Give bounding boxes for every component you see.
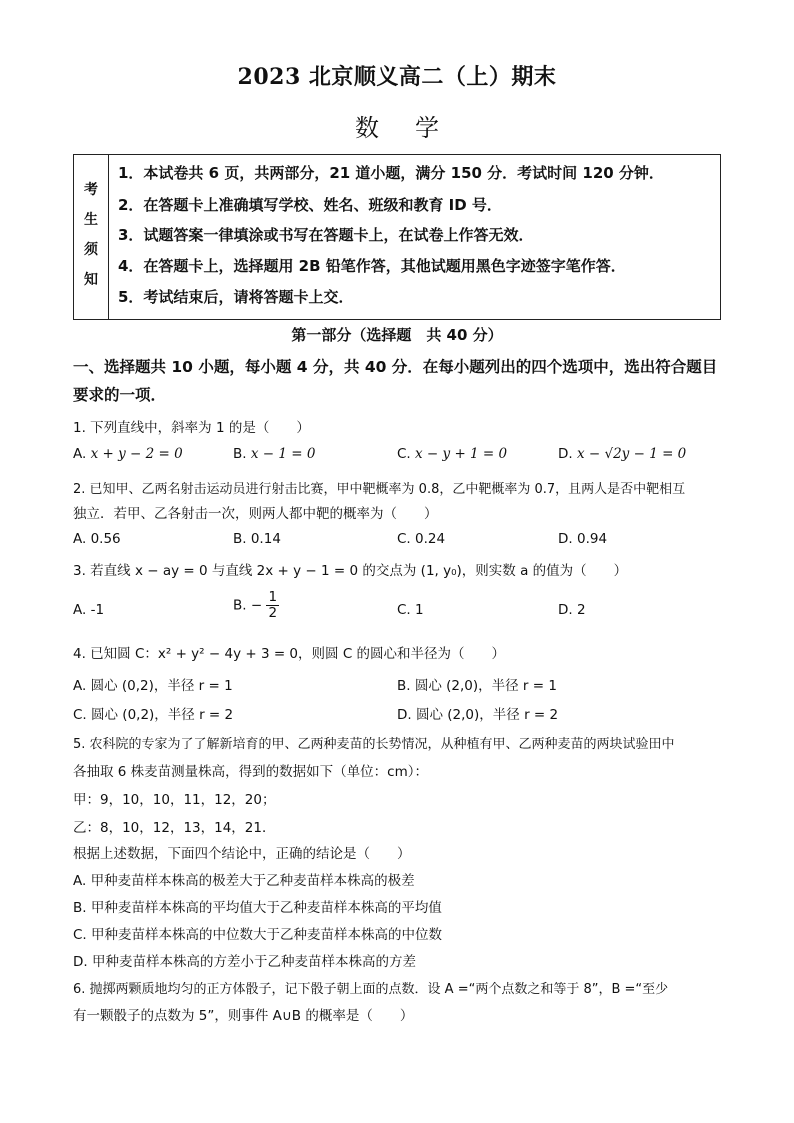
- fraction-numerator: 1: [268, 589, 278, 605]
- option-label: B.: [233, 446, 247, 462]
- notice-label-char: 知: [84, 272, 98, 288]
- q1-option-c: [397, 446, 507, 462]
- option-label: A.: [73, 446, 87, 462]
- question-6-stem-line1: 6. 抛掷两颗质地均匀的正方体骰子，记下骰子朝上面的点数．设 A =“两个点数之和等于 8”，B =“至少: [73, 982, 669, 997]
- notice-item: 4．在答题卡上，选择题用 2B 铅笔作答，其他试题用黑色字迹签字笔作答．: [118, 257, 626, 275]
- q5-option-b: B. 甲种麦苗样本株高的平均值大于乙种麦苗样本株高的平均值: [73, 900, 442, 916]
- notice-label-char: 生: [84, 212, 98, 228]
- q4-option-a: A. 圆心 (0,2)，半径 r = 1: [73, 678, 233, 694]
- subject-title: 数学: [355, 114, 475, 142]
- question-5-stem-line1: 5. 农科院的专家为了了解新培育的甲、乙两种麦苗的长势情况，从种植有甲、乙两种麦苗的两块试验田中: [73, 737, 675, 752]
- q5-option-c: C. 甲种麦苗样本株高的中位数大于乙种麦苗样本株高的中位数: [73, 927, 443, 943]
- candidate-notice-box: [73, 154, 721, 320]
- notice-label-char: 考: [84, 182, 98, 198]
- notice-label-char: 须: [84, 242, 98, 258]
- option-label: D.: [558, 446, 573, 462]
- notice-item: 2．在答题卡上准确填写学校、姓名、班级和教育 ID 号．: [118, 196, 502, 214]
- option-label: C.: [397, 446, 411, 462]
- q4-option-d: D. 圆心 (2,0)，半径 r = 2: [397, 707, 559, 723]
- q5-option-a: A. 甲种麦苗样本株高的极差大于乙种麦苗样本株高的极差: [73, 873, 415, 889]
- q4-option-c: C. 圆心 (0,2)，半径 r = 2: [73, 707, 234, 723]
- q2-option-c: C. 0.24: [397, 531, 446, 547]
- question-5-stem-line2: 各抽取 6 株麦苗测量株高，得到的数据如下（单位：cm）：: [73, 764, 428, 780]
- q1-option-b: [233, 446, 315, 462]
- q1-option-d: [558, 446, 686, 462]
- q4-option-b: B. 圆心 (2,0)，半径 r = 1: [397, 678, 557, 694]
- q2-option-a: A. 0.56: [73, 531, 121, 547]
- notice-item: 1．本试卷共 6 页，共两部分，21 道小题，满分 150 分．考试时间 120 分钟．: [118, 164, 664, 182]
- notice-item: 3．试题答案一律填涂或书写在答题卡上，在试卷上作答无效．: [118, 226, 534, 244]
- notice-label: [74, 155, 109, 319]
- option-text: x + y − 2 = 0: [90, 446, 183, 462]
- section-instructions-line1: 一、选择题共 10 小题，每小题 4 分，共 40 分．在每小题列出的四个选项中，选出符合题目: [73, 358, 718, 376]
- question-2-stem-line1: 2. 已知甲、乙两名射击运动员进行射击比赛，甲中靶概率为 0.8，乙中靶概率为 0.7，且两人是否中靶相互: [73, 482, 686, 497]
- question-3-stem: 3. 若直线 x − ay = 0 与直线 2x + y − 1 = 0 的交点为 (1, y₀)，则实数 a 的值为（ ）: [73, 563, 628, 579]
- q3-option-d: D. 2: [558, 602, 586, 618]
- section-instructions-line2: 要求的一项．: [73, 386, 167, 404]
- fraction-denominator: 2: [268, 604, 278, 621]
- q2-option-b: B. 0.14: [233, 531, 281, 547]
- q5-option-d: D. 甲种麦苗样本株高的方差小于乙种麦苗样本株高的方差: [73, 954, 416, 970]
- q5-question: 根据上述数据，下面四个结论中，正确的结论是（ ）: [73, 846, 411, 862]
- q3-option-b: [233, 590, 279, 621]
- q3-option-a: A. -1: [73, 602, 105, 618]
- part-one-title: 第一部分（选择题 共 40 分）: [291, 326, 503, 344]
- q3-option-c: C. 1: [397, 602, 424, 618]
- minus-sign: −: [250, 597, 263, 614]
- q5-data-yi: 乙：8，10，12，13，14，21．: [73, 820, 276, 836]
- question-4-stem: 4. 已知圆 C：x² + y² − 4y + 3 = 0，则圆 C 的圆心和半径为（ ）: [73, 646, 506, 662]
- question-2-stem-line2: 独立．若甲、乙各射击一次，则两人都中靶的概率为（ ）: [73, 506, 438, 522]
- fraction: [266, 590, 279, 621]
- exam-title: 2023 北京顺义高二（上）期末: [237, 64, 557, 90]
- q2-option-d: D. 0.94: [558, 531, 608, 547]
- question-6-stem-line2: 有一颗骰子的点数为 5”，则事件 A∪B 的概率是（ ）: [73, 1008, 414, 1024]
- q1-option-a: [73, 446, 183, 462]
- question-1-stem: 1. 下列直线中，斜率为 1 的是（ ）: [73, 420, 310, 436]
- notice-item: 5．考试结束后，请将答题卡上交．: [118, 288, 354, 306]
- q5-data-jia: 甲：9，10，10，11，12，20；: [73, 792, 276, 808]
- option-label: B.: [233, 597, 247, 614]
- option-text: x − 1 = 0: [250, 446, 316, 462]
- option-text: x − √2y − 1 = 0: [576, 446, 687, 462]
- option-text: x − y + 1 = 0: [415, 446, 508, 462]
